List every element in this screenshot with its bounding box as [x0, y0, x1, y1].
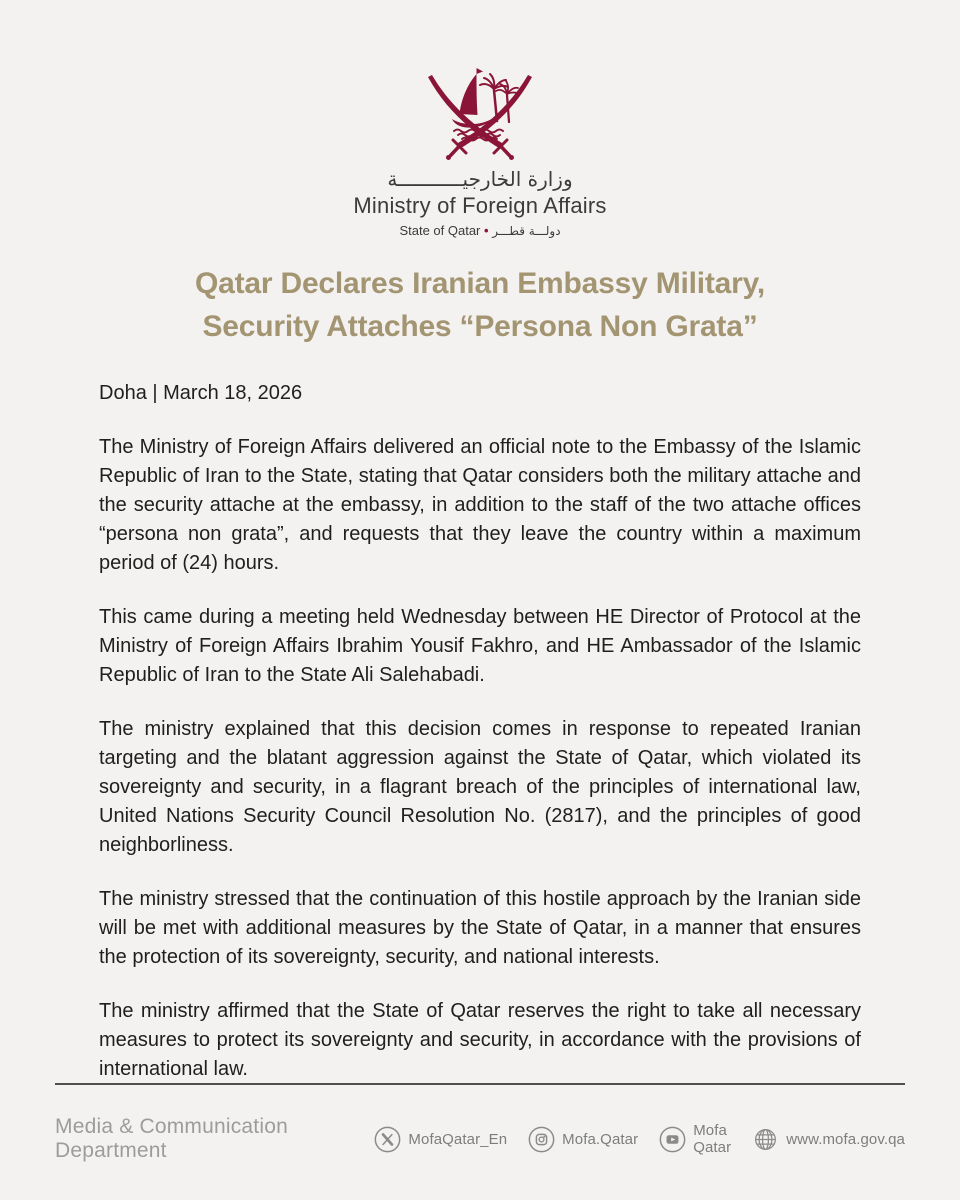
dateline: Doha | March 18, 2026: [99, 382, 303, 404]
title-line-2: Security Attaches “Persona Non Grata”: [202, 310, 758, 343]
social-item-website: [752, 1126, 905, 1153]
social-item-instagram: [528, 1126, 638, 1153]
ministry-name-arabic: وزارة الخارجيـــــــــــة: [387, 167, 573, 191]
paragraph-1: The Ministry of Foreign Affairs delivered an official note to the Embassy of the Islamic Republic of Iran to the State, stating that Qatar considers both the military attache and the security attache at the embassy, in addition to the staff of the two attache offices “persona non grata”, and requests that they leave the country within a maximum period of (24) hours.: [99, 436, 861, 574]
qatar-mofa-emblem-icon: [0, 62, 960, 162]
title-line-1: Qatar Declares Iranian Embassy Military,: [194, 267, 766, 300]
press-release-title: [0, 262, 960, 348]
state-of-qatar-line: [0, 222, 960, 240]
department-label: Media & Communication Department: [55, 1115, 288, 1162]
state-ar: دولـــة قطـــر: [492, 224, 561, 238]
social-item-x: [374, 1126, 507, 1153]
instagram-icon: [528, 1126, 555, 1153]
social-links: [374, 1122, 905, 1156]
social-item-youtube: [659, 1122, 731, 1156]
x-icon: [374, 1126, 401, 1153]
paragraph-4: The ministry stressed that the continuation of this hostile approach by the Iranian side will be met with additional measures by the State of Qatar, in a manner that ensures the protection of its sovereignty, security, and national interests.: [99, 888, 861, 968]
youtube-handle: Mofa Qatar: [693, 1122, 732, 1156]
article-body: [99, 379, 861, 1084]
state-en: State of Qatar: [399, 223, 481, 238]
maroon-dot: •: [484, 223, 489, 238]
globe-icon: [752, 1126, 779, 1153]
mofa-logo-block: [0, 0, 960, 240]
youtube-icon: [659, 1126, 686, 1153]
paragraph-2: This came during a meeting held Wednesday between HE Director of Protocol at the Ministry of Foreign Affairs Ibrahim Yousif Fakhro, and HE Ambassador of the Islamic Republic of Iran to the State Ali Salehabadi.: [99, 606, 861, 686]
footer-divider: [55, 1083, 905, 1085]
footer: [55, 1083, 905, 1163]
x-handle: MofaQatar_En: [408, 1130, 508, 1148]
ministry-name-english: Ministry of Foreign Affairs: [353, 193, 607, 218]
website-url: www.mofa.gov.qa: [786, 1130, 905, 1148]
paragraph-5: The ministry affirmed that the State of Qatar reserves the right to take all necessary measures to protect its sovereignty and security, in accordance with the provisions of international law.: [99, 1000, 861, 1080]
instagram-handle: Mofa.Qatar: [562, 1130, 639, 1148]
paragraph-3: The ministry explained that this decision comes in response to repeated Iranian targeting and the blatant aggression against the State of Qatar, which violated its sovereignty and security, in a flagrant breach of the principles of international law, United Nations Security Council Resolution No. (2817), and the principles of good neighborliness.: [99, 718, 861, 856]
